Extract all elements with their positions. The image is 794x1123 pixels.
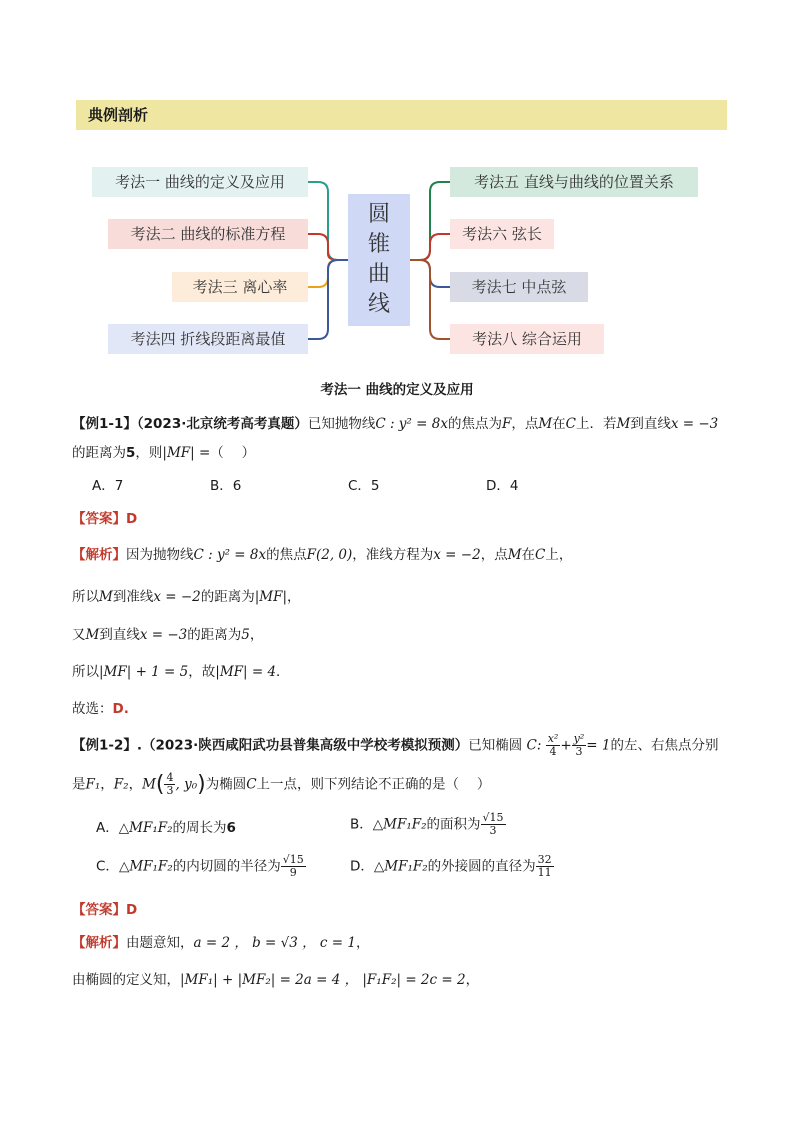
option-2-c: C．△MF₁F₂的内切圆的半径为 $\frac{√15}{9}$ <box>96 853 304 879</box>
connector-right-8 <box>410 260 450 339</box>
mindmap-method-8: 考法八 综合运用 <box>450 324 604 354</box>
option-2-a: A．△MF₁F₂的周长为6 <box>96 820 236 836</box>
mindmap-method-2: 考法二 曲线的标准方程 <box>108 219 308 249</box>
example-1-1-line1: 【例1-1】（2023·北京统考高考真题）已知抛物线C : y² = 8x的焦点为F，点M在C上．若M到直线x = −3 <box>72 416 719 432</box>
analysis-1-1-line1: 【解析】因为抛物线C : y² = 8x的焦点F(2, 0)，准线方程为x = −2，点M在C上， <box>72 547 573 563</box>
mindmap-method-1: 考法一 曲线的定义及应用 <box>92 167 308 197</box>
answer-1-2: 【答案】D <box>72 902 138 918</box>
choose-1-1: 故选：D. <box>72 701 129 717</box>
fraction-x2-4: $\frac{\text{x²}}{4}$ <box>547 732 559 758</box>
analysis-1-2-line2: 由椭圆的定义知，|MF₁| + |MF₂| = 2a = 4 ， |F₁F₂| = 2c = 2， <box>72 972 480 988</box>
option-d: D．4 <box>486 478 519 494</box>
analysis-1-1-line2: 所以M到准线x = −2的距离为|MF|， <box>72 589 301 605</box>
answer-1-1: 【答案】D <box>72 511 138 527</box>
connector-left-4 <box>308 260 348 339</box>
analysis-1-1-line4: 所以|MF| + 1 = 5，故|MF| = 4． <box>72 664 290 680</box>
analysis-1-2-line1: 【解析】由题意知，a = 2 ， b = √3 ， c = 1， <box>72 935 370 951</box>
mindmap-method-5: 考法五 直线与曲线的位置关系 <box>450 167 698 197</box>
section-title: 典例剖析 <box>76 100 727 130</box>
mindmap-method-6: 考法六 弦长 <box>450 219 554 249</box>
fraction-y2-3: $\frac{\text{y²}}{3}$ <box>573 732 585 758</box>
option-b: B．6 <box>210 478 242 494</box>
center-char: 锥 <box>367 232 390 257</box>
option-c: C．5 <box>348 478 380 494</box>
option-2-d: D．△MF₁F₂的外接圆的直径为 $\frac{32}{11}$ <box>350 853 552 879</box>
mindmap-method-3: 考法三 离心率 <box>172 272 308 302</box>
mindmap-method-7: 考法七 中点弦 <box>450 272 588 302</box>
mindmap-method-4: 考法四 折线段距离最值 <box>108 324 308 354</box>
center-char: 线 <box>367 292 390 317</box>
analysis-1-1-line3: 又M到直线x = −3的距离为5， <box>72 627 264 643</box>
center-char: 曲 <box>367 262 390 287</box>
example-1-2-line2: 是F₁，F₂，M( $\frac{4}{3}$ , y₀)为椭圆C上一点，则下列结论不正确的是（ ） <box>72 771 491 797</box>
method-heading: 考法一 曲线的定义及应用 <box>320 382 474 398</box>
example-1-1-line2: 的距离为5，则|MF| =（ ） <box>72 445 256 461</box>
example-1-2-line1: 【例1-2】.（2023·陕西咸阳武功县普集高级中学校考模拟预测）已知椭圆 C: $\frac{\text{x²}}{4}$ + $\frac{\text{y²}}{3}$ = 1的左、右焦点分别 <box>72 732 719 758</box>
mindmap-center <box>348 194 410 326</box>
option-a: A．7 <box>92 478 124 494</box>
center-char: 圆 <box>367 202 390 227</box>
fraction-4-3: $\frac{4}{3}$ <box>166 771 174 797</box>
option-2-b: B．△MF₁F₂的面积为 $\frac{√15}{3}$ <box>350 811 504 837</box>
